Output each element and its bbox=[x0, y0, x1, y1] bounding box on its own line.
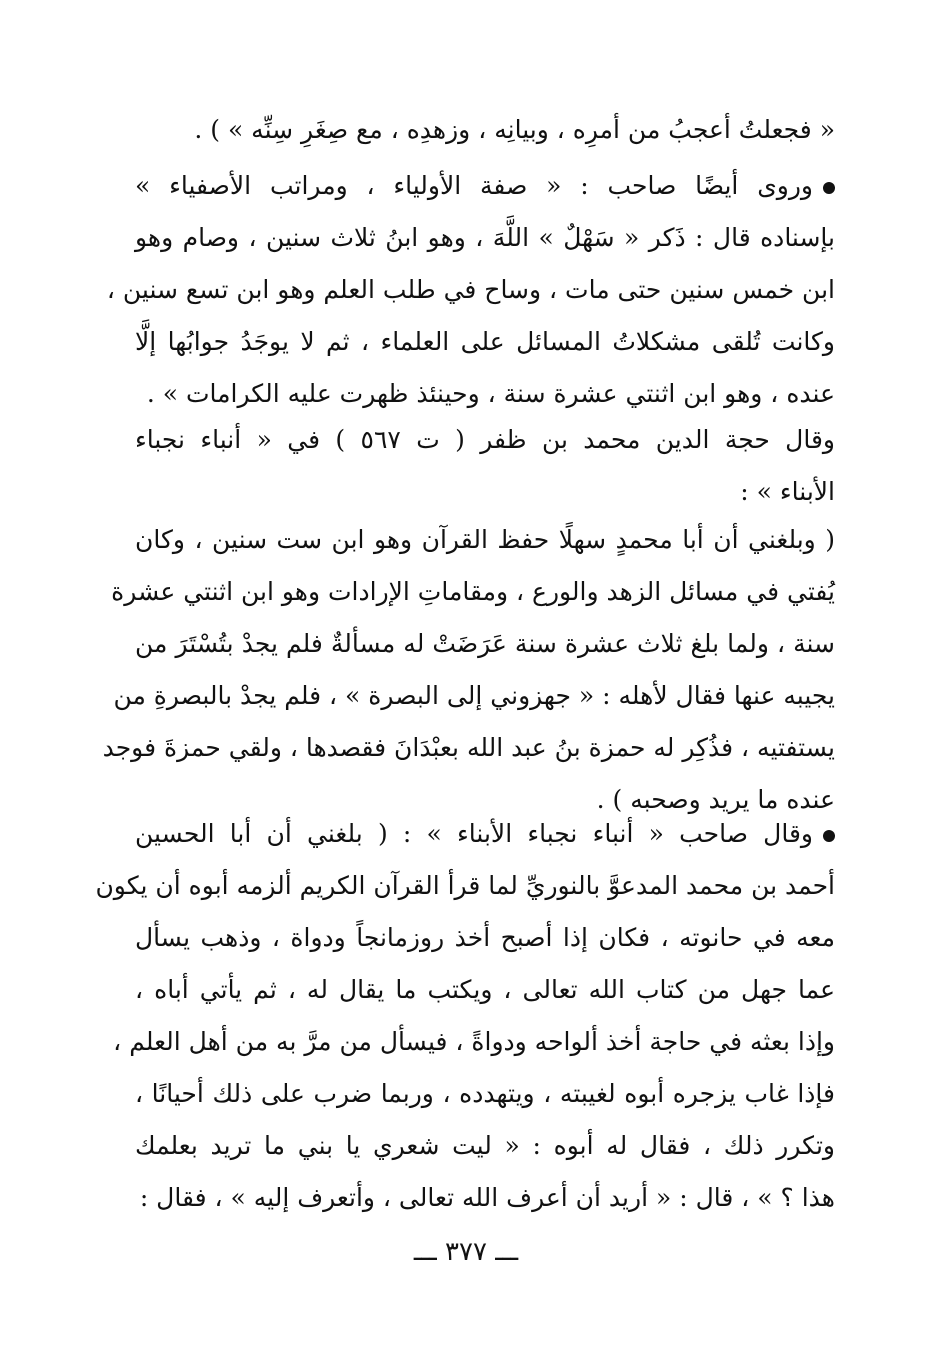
text-line: يُفتي في مسائل الزهد والورع ، ومقاماتِ الإرادات وهو ابن اثنتي عشرة bbox=[111, 577, 835, 606]
text-line: معه في حانوته ، فكان إذا أصبح أخذ روزمانجاً ودواة ، وذهب يسأل bbox=[135, 923, 835, 952]
text-line: هذا ؟ » ، قال : « أريد أن أعرف الله تعالى ، وأتعرف إليه » ، فقال : bbox=[139, 1183, 835, 1212]
text-line: وروى أيضًا صاحب : « صفة الأولياء ، ومراتب الأصفياء » bbox=[135, 171, 813, 200]
text-line: فإذا غاب يزجره أبوه لغيبته ، ويتهدده ، وربما ضرب على ذلك أحيانًا ، bbox=[135, 1079, 835, 1108]
paragraph-4 bbox=[102, 514, 835, 826]
paragraph-1 bbox=[135, 104, 835, 156]
text-line: بإسناده قال : ذَكر « سَهْلٌ » اللَّهَ ، وهو ابنُ ثلاث سنين ، وصام وهو bbox=[135, 223, 835, 252]
paragraph-5 bbox=[95, 808, 835, 1224]
text-line: وقال صاحب « أنباء نجباء الأبناء » : ( بلغني أن أبا الحسين bbox=[135, 819, 813, 848]
text-line: « فجعلتُ أعجبُ من أمرِه ، وبيانِه ، وزهدِه ، مع صِغَرِ سِنِّه » ) . bbox=[194, 115, 835, 144]
text-line: ( وبلغني أن أبا محمدٍ سهلًا حفظ القرآن وهو ابن ست سنين ، وكان bbox=[135, 525, 835, 554]
page-number: ـــ ٣٧٧ ـــ bbox=[413, 1237, 519, 1267]
text-line: يجيبه عنها فقال لأهله : « جهزوني إلى البصرة » ، فلم يجدْ بالبصرةِ من bbox=[113, 681, 835, 710]
text-line: وإذا بعثه في حاجة أخذ ألواحه ودواةً ، فيسأل من مرَّ به من أهل العلم ، bbox=[113, 1027, 835, 1056]
bullet-dot-icon bbox=[823, 830, 835, 842]
text-line: وقال حجة الدين محمد بن ظفر ( ت ٥٦٧ ) في « أنباء نجباء bbox=[135, 425, 835, 454]
text-line: الأبناء » : bbox=[740, 477, 835, 506]
text-line: أحمد بن محمد المدعوَّ بالنوريِّ لما قرأ القرآن الكريم ألزمه أبوه أن يكون bbox=[95, 871, 835, 900]
text-line: عما جهل من كتاب الله تعالى ، ويكتب ما يقال له ، ثم يأتي أباه ، bbox=[135, 975, 835, 1004]
text-line-with-bullet bbox=[135, 808, 835, 860]
text-line: وتكرر ذلك ، فقال له أبوه : « ليت شعري يا بني ما تريد بعلمك bbox=[135, 1131, 835, 1160]
text-line: يستفتيه ، فذُكِر له حمزة بنُ عبد الله بعبْدَانَ فقصدها ، ولقي حمزةَ فوجد bbox=[102, 733, 835, 762]
paragraph-2 bbox=[106, 160, 835, 420]
text-line: سنة ، ولما بلغ ثلاث عشرة سنة عَرَضَتْ له مسألةٌ فلم يجدْ بتُسْتَرَ من bbox=[135, 629, 835, 658]
paragraph-3 bbox=[135, 414, 835, 518]
bullet-dot-icon bbox=[823, 182, 835, 194]
text-line: عنده ، وهو ابن اثنتي عشرة سنة ، وحينئذ ظهرت عليه الكرامات » . bbox=[146, 379, 835, 408]
text-line: ابن خمس سنين حتى مات ، وساح في طلب العلم وهو ابن تسع سنين ، bbox=[106, 275, 835, 304]
text-line: عنده ما يريد وصحبه ) . bbox=[596, 785, 835, 814]
text-line-with-bullet bbox=[135, 160, 835, 212]
text-line: وكانت تُلقى مشكلاتُ المسائل على العلماء ، ثم لا يوجَدُ جوابُها إلَّا bbox=[135, 327, 835, 356]
